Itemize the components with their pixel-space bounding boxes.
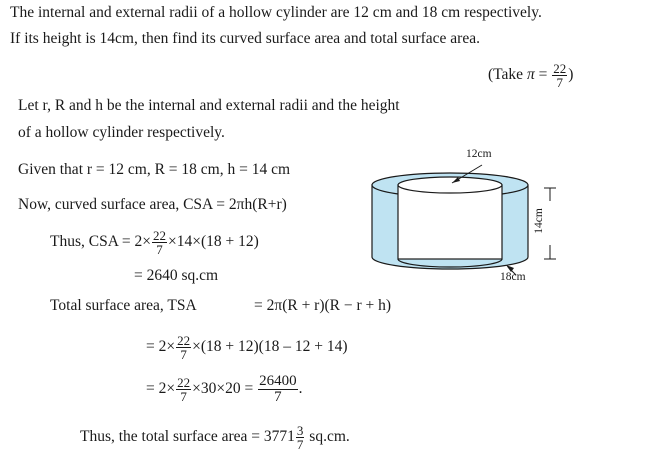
tsa3-result-fraction	[258, 374, 298, 405]
csa-fraction-num: 22	[153, 227, 167, 243]
tsa3-fraction-den: 7	[180, 388, 187, 404]
tsa3-fraction-num: 22	[177, 374, 191, 390]
csa-fraction-den: 7	[156, 241, 163, 257]
final-answer	[80, 420, 350, 454]
csa-sub-a: Thus, CSA = 2×	[50, 233, 152, 250]
problem-line-2: If its height is 14cm, then find its curved surface area and total surface area.	[10, 30, 480, 47]
pi-fraction-num: 22	[553, 60, 567, 76]
pi-fraction-den: 7	[556, 74, 563, 90]
tsa2-fraction-den: 7	[180, 346, 187, 362]
height-label: 14cm	[532, 208, 545, 234]
final-fraction-num: 3	[296, 422, 304, 438]
pi-symbol: π	[526, 66, 535, 83]
tsa2-fraction-num: 22	[177, 332, 191, 348]
final-fraction-den: 7	[296, 436, 304, 452]
take-prefix: (Take	[488, 66, 527, 83]
intro-line-2: of a hollow cylinder respectively.	[18, 124, 225, 141]
tsa2-b: ×(18 + 12)(18 – 12 + 14)	[192, 338, 348, 355]
csa-formula: Now, curved surface area, CSA = 2πh(R+r)	[18, 196, 287, 213]
tsa-computation	[146, 372, 302, 406]
inner-top-ellipse	[398, 177, 502, 193]
tsa3-dot: .	[298, 380, 303, 397]
take-pi-note	[488, 58, 573, 92]
csa-sub-b: ×14×(18 + 12)	[168, 233, 259, 250]
final-b: sq.cm.	[305, 428, 350, 445]
tsa3-a: = 2×	[146, 380, 176, 397]
csa-result: = 2640 sq.cm	[134, 267, 219, 284]
tsa3-result-num: 26400	[259, 372, 297, 389]
take-eq: =	[534, 66, 552, 83]
csa-substitution	[50, 225, 259, 259]
inner-radius-label: 12cm	[466, 148, 492, 160]
tsa-substitution	[146, 330, 347, 364]
take-suffix: )	[568, 66, 574, 83]
pi-fraction	[552, 62, 567, 89]
outer-radius-label: 18cm	[500, 271, 526, 283]
final-fraction	[296, 424, 305, 451]
given-line: Given that r = 12 cm, R = 18 cm, h = 14 cm	[18, 161, 291, 178]
inner-hollow	[398, 185, 502, 259]
tsa2-a: = 2×	[146, 338, 176, 355]
tsa3-b: ×30×20 =	[192, 380, 258, 397]
tsa3-result-den: 7	[274, 388, 282, 405]
hollow-cylinder-drawing	[360, 145, 560, 290]
csa-fraction	[152, 229, 167, 256]
tsa-formula: = 2π(R + r)(R − r + h)	[254, 297, 392, 314]
final-a: Thus, the total surface area = 3771	[80, 428, 295, 445]
intro-line-1: Let r, R and h be the internal and external radii and the height	[18, 97, 400, 114]
problem-line-1: The internal and external radii of a hollow cylinder are 12 cm and 18 cm respectively.	[10, 4, 542, 21]
tsa-label: Total surface area, TSA	[50, 297, 197, 314]
tsa3-fraction	[176, 376, 191, 403]
tsa2-fraction	[176, 334, 191, 361]
hollow-cylinder-figure	[360, 145, 560, 290]
